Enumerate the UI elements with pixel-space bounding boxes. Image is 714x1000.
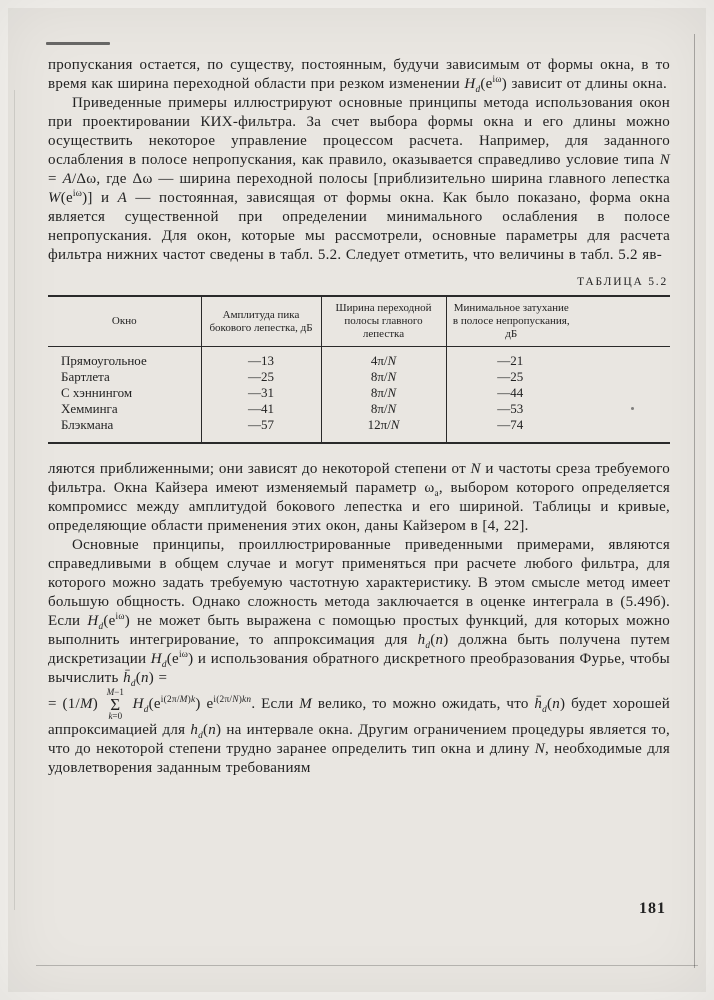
cell-window-name: Блэкмана [61, 417, 114, 432]
header-window: Окно [48, 296, 201, 347]
cell-transition: 8π/N [321, 401, 446, 417]
cell-attenuation: —74 [446, 417, 670, 443]
paragraph-continuation: пропускания остается, по существу, постоянным, будучи зависимым от формы окна, в то время как ширина переходной области при резком изменении $H_d(e^{i\omega})$ зависит от длины окна. [48, 57, 670, 95]
header-stopband-attenuation: Минимальное затухание в полосе непропускания, дБ [446, 296, 670, 347]
page-number: 181 [639, 900, 666, 917]
table-row-rectangular [48, 347, 670, 370]
cell-sidelobe: —25 [201, 369, 321, 385]
paragraph-kaiser-windows: ляются приближенными; они зависят до некоторой степени от N и частоты среза требуемого фильтра. Окна Кайзера имеют изменяемый параметр $\omega_a$, выбором которого определяется компромисс между амплитудой бокового лепестка и его шириной. Таблицы и кривые, определяющие области применения этих окон, даны Кайзером в [4, 22]. [48, 461, 671, 534]
cell-transition: 12π/N [321, 417, 446, 443]
table-row-hamming [48, 401, 670, 417]
cell-sidelobe: —57 [201, 417, 321, 443]
cell-window-name: Хемминга [61, 401, 118, 416]
paragraph-window-method: Приведенные примеры иллюстрируют основные принципы метода использования окон при проектировании КИХ-фильтра. За счет выбора формы окна и его длины можно осуществить некоторое управление процессом расчета. Например, для заданного ослабления в полосе непропускания, как правило, оказывается справедливо условие типа N = A/Δω, где Δω — ширина переходной полосы [приблизительно ширина главного лепестка $W(e^{i\omega})$] и A — постоянная, зависящая от формы окна. Как было показано, форма окна является существенной при определении минимального ослабления в полосе непропускания. Для окон, которые мы рассмотрели, основные параметры для расчета фильтра нижних частот сведены в табл. 5.2. Следует отметить, что величины в табл. 5.2 яв- [48, 95, 670, 263]
cell-transition: 8π/N [321, 369, 446, 385]
cell-sidelobe: —13 [201, 347, 321, 370]
table-row-bartlett [48, 369, 670, 385]
window-parameters-table [48, 295, 670, 444]
header-sidelobe-amplitude: Амплитуда пика бокового лепестка, дБ [201, 296, 321, 347]
table-caption: ТАБЛИЦА 5.2 [577, 276, 668, 288]
scan-mark-top-left [46, 42, 110, 45]
cell-attenuation: —44 [446, 385, 670, 401]
cell-window-name: Бартлета [61, 369, 110, 384]
cell-transition: 8π/N [321, 385, 446, 401]
table-row-blackman [48, 417, 670, 443]
cell-attenuation: —21 [446, 347, 670, 370]
cell-attenuation: —53 [446, 401, 670, 417]
cell-sidelobe: —41 [201, 401, 321, 417]
cell-window-name: С хэннингом [61, 385, 133, 400]
cell-sidelobe: —31 [201, 385, 321, 401]
header-transition-width: Ширина переходной полосы главного лепестка [321, 296, 446, 347]
paragraph-dft-formula: = (1/M) M−1 Σ k=0 $H_d(e^{i(2\pi/M)k})$ $e^{i(2\pi/N)kn}$. Если M велико, то можно ожидать, что $h̄_d(n)$ будет хорошей аппроксимацией для $h_d(n)$ на интервале окна. Другим ограничением процедуры является то, что до некоторой степени трудно заранее определить тип окна и длину N, необходимые для удовлетворения заданным требованиям [48, 687, 671, 776]
cell-transition: 4π/N [321, 347, 446, 370]
paragraph-general-principles: Основные принципы, проиллюстрированные приведенными примерами, являются справедливыми в общем случае и могут применяться при расчете любого фильтра, для которого можно задать требуемую частотную характеристику. В этом смысле метод имеет большую общность. Однако сложность метода заключается в оценке интеграла в (5.49б). Если $H_d(e^{i\omega})$ не может быть выражена с помощью простых функций, для которых можно выполнить интегрирование, то аппроксимация для $h_d(n)$ должна быть получена путем дискретизации $H_d(e^{i\omega})$ и использования обратного дискретного преобразования Фурье, чтобы вычислить $h̄_d(n)$ = [48, 537, 670, 689]
cell-window-name: Прямоугольное [61, 353, 147, 368]
scan-edge-bottom [36, 965, 698, 966]
page-content [48, 56, 670, 778]
table-row-hanning [48, 385, 670, 401]
scan-edge-right [694, 34, 695, 968]
table-header-row [48, 296, 670, 347]
cell-attenuation: —25 [446, 369, 670, 385]
scan-edge-left [14, 90, 15, 910]
